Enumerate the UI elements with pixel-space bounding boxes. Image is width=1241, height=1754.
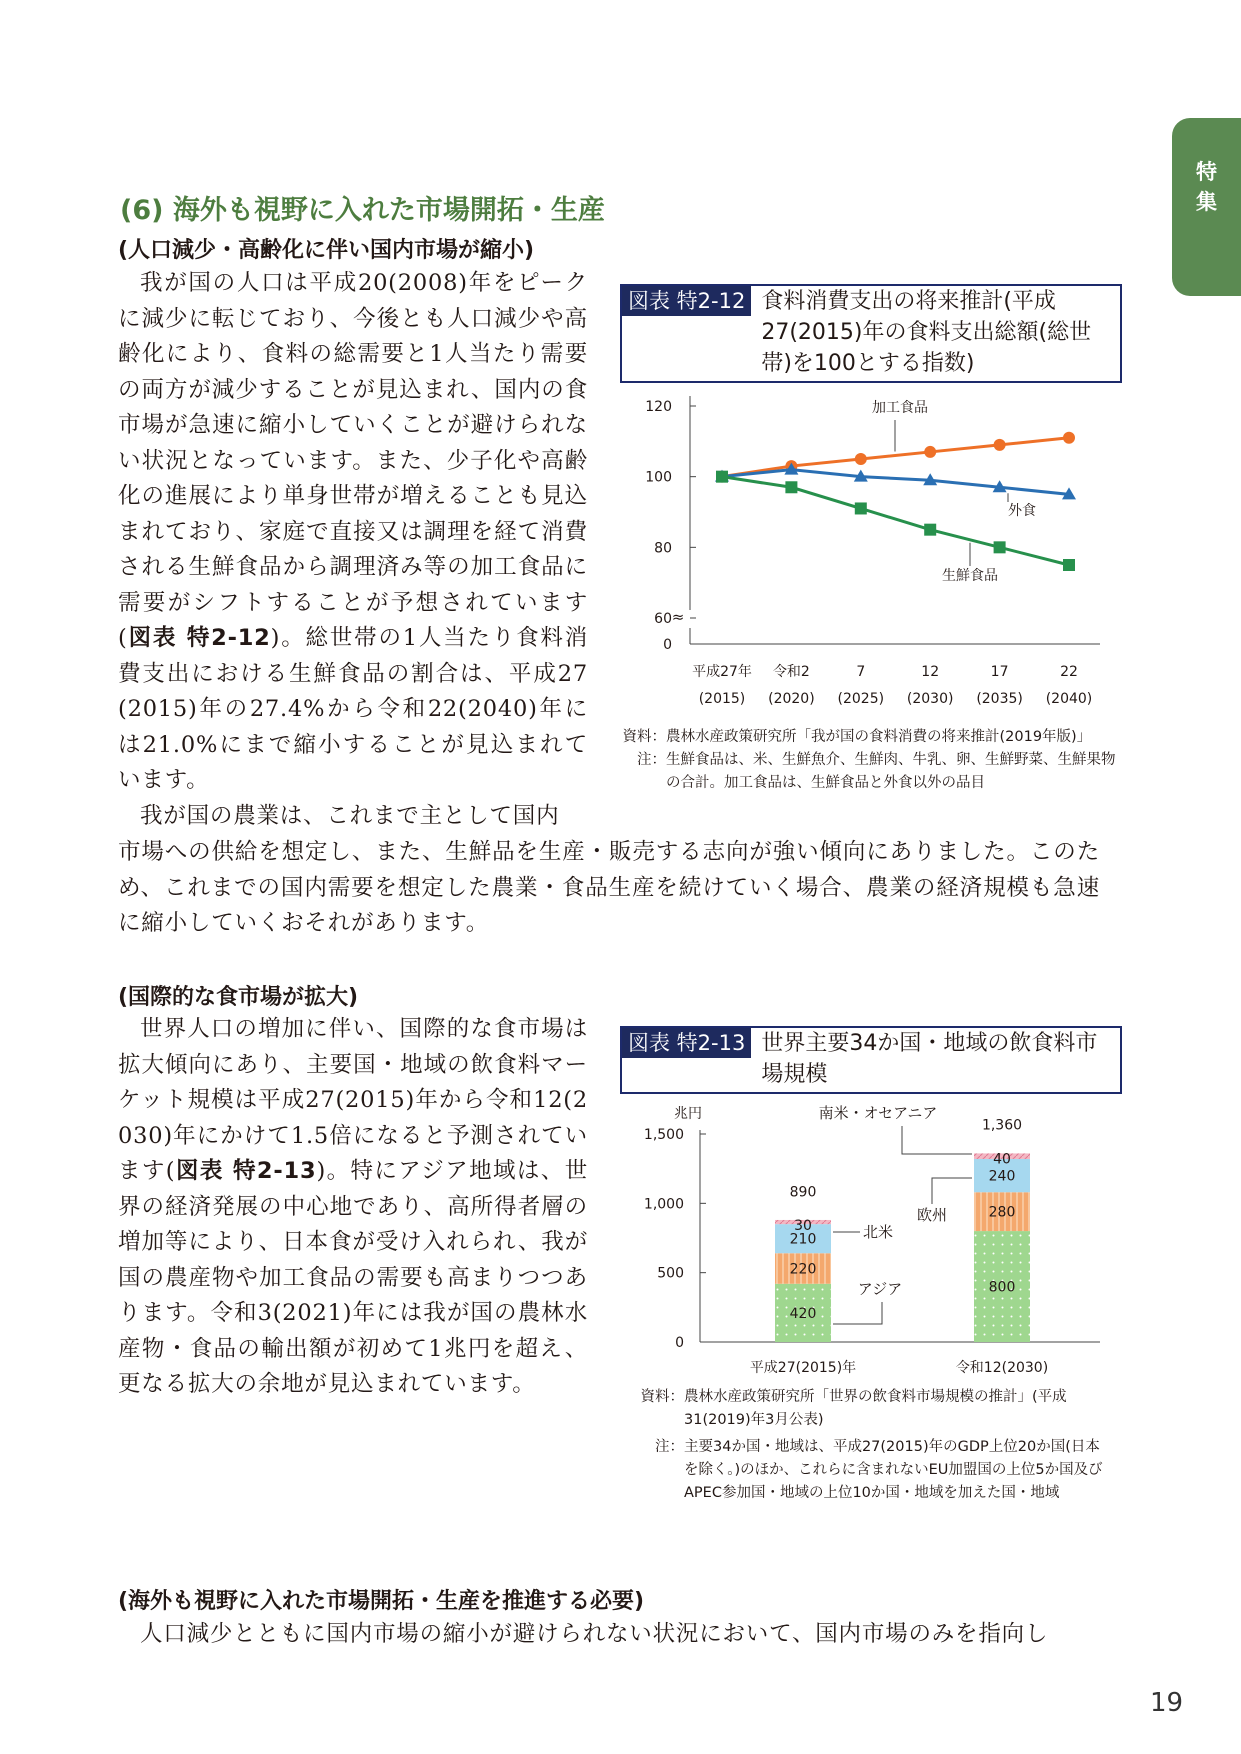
paragraph-domestic-market [118,266,588,799]
data-point [924,446,936,458]
figure-reference[interactable]: 図表 特2-13 [175,1158,317,1184]
series-label: アジア [857,1280,903,1298]
data-point [855,502,867,514]
paragraph-text: )。特にアジア地域は、世界の経済発展の中心地であり、高所得者層の増加等により、日本食が受け入れられ、我が国の農産物や加工食品の需要も高まりつつあります。令和3(2021)年には我が国の農林水産物・食品の輸出額が初めて1兆円を超え、更なる拡大の余地が見込まれています。 [118,1158,589,1397]
data-point [1063,432,1075,444]
figure-reference[interactable]: 図表 特2-12 [127,625,271,651]
series-label: 生鮮食品 [942,568,998,584]
paragraph-text: )。総世帯の1人当たり食料消費支出における生鮮食品の割合は、平成27(2015)年の27.4%から令和22(2040)年には21.0%にまで縮小することが見込まれています。 [118,625,588,793]
axis-break: ≈ [671,608,685,626]
y-tick-label: 0 [663,637,672,653]
data-label: 30 [794,1217,812,1234]
y-tick-label: 1,500 [643,1127,684,1143]
data-point [855,453,867,465]
figure-13-header [620,1026,1122,1094]
subheading-overseas-market: (海外も視野に入れた市場開拓・生産を推進する必要) [118,1589,645,1614]
data-point [716,471,728,483]
paragraph-text: 世界人口の増加に伴い、国際的な食市場は拡大傾向にあり、主要国・地域の飲食料マーケット規模は平成27(2015)年から令和12(2030)年にかけて1.5倍になると予測されています( [118,1016,588,1184]
x-tick-label: (2015) [698,691,746,707]
data-label: 420 [789,1305,817,1322]
x-tick-label: 12 [921,664,940,680]
series-label: 南米・オセアニア [818,1104,938,1122]
series-label: 北米 [862,1223,894,1241]
figure-12-label: 図表 特2-12 [622,286,751,316]
data-label: 210 [789,1231,817,1248]
note-key: 注： [655,1439,684,1455]
y-tick-label: 120 [645,399,672,415]
series-label: 外食 [1008,503,1036,519]
data-label: 800 [988,1279,1016,1296]
data-point [994,439,1006,451]
y-tick-label: 60 [654,611,672,627]
line-chart-labels [872,400,1036,584]
source-key: 資料： [640,1389,684,1405]
paragraph-global-market [118,1012,588,1403]
note-text: 主要34か国・地域は、平成27(2015)年のGDP上位20か国(日本を除く。)のほか、これらに含まれないEU加盟国の上位5か国及びAPEC参加国・地域の上位10か国・地域を加えた国・地域 [684,1439,1103,1501]
paragraph-overseas-market: 人口減少とともに国内市場の縮小が避けられない状況において、国内市場のみを指向し [140,1621,1049,1647]
y-tick-label: 0 [675,1335,684,1351]
y-tick-label: 80 [654,540,672,557]
y-tick-label: 1,000 [643,1196,684,1213]
source-key: 資料： [622,729,666,745]
data-point [785,481,797,493]
y-tick-label: 100 [645,469,672,486]
leader-line [932,1178,972,1204]
source-text: 農林水産政策研究所「我が国の食料消費の将来推計(2019年版)」 [666,729,1092,745]
leader-line [902,1126,972,1154]
x-tick-label: 7 [856,664,866,680]
y-tick-label: 500 [657,1265,684,1282]
x-tick-label: (2020) [768,691,815,707]
note-key: 注： [637,752,666,768]
bar-chart-axes [644,1106,1100,1376]
subheading-global-market: (国際的な食市場が拡大) [118,985,359,1010]
leader-line [833,1302,882,1324]
x-tick-label: 令和2 [772,664,810,680]
figure-13-label: 図表 特2-13 [622,1028,751,1058]
x-tick-label: (2030) [906,691,954,707]
subheading-domestic-market: (人口減少・高齢化に伴い国内市場が縮小) [118,238,535,263]
x-tick-label: (2040) [1045,691,1093,707]
paragraph-agriculture-b: 市場への供給を想定し、また、生鮮品を生産・販売する志向が強い傾向にありました。このため、これまでの国内需要を想定した農業・食品生産を続けていく場合、農業の経済規模も急速に縮小していくおそれがあります。 [118,839,1100,936]
line-chart-series [715,432,1076,571]
figure-12-title: 食料消費支出の将来推計(平成27(2015)年の食料支出総額(総世帯)を100とする指数) [761,289,1092,376]
data-point [994,541,1006,553]
x-tick-label: (2025) [837,691,885,707]
data-label: 40 [993,1151,1011,1168]
x-tick-label: 令和12(2030) [955,1360,1049,1376]
paragraph-agriculture-a: 我が国の農業は、これまで主として国内 [140,803,560,829]
series-line [722,470,1069,495]
x-tick-label: (2035) [976,691,1023,707]
data-label: 220 [789,1261,817,1278]
total-label: 1,360 [981,1117,1023,1134]
source-text: 農林水産政策研究所「世界の飲食料市場規模の推計」(平成31(2019)年3月公表) [684,1389,1067,1428]
section-side-tab[interactable]: 特集 [1172,118,1241,296]
line-chart [620,390,1120,720]
x-tick-label: 平成27(2015)年 [749,1360,857,1376]
y-unit: 兆円 [674,1106,702,1122]
series-label: 加工食品 [872,400,928,416]
series-label: 欧州 [916,1206,948,1224]
figure-13-title: 世界主要34か国・地域の飲食料市場規模 [761,1031,1098,1087]
x-tick-label: 22 [1060,664,1078,680]
figure-12-header [620,284,1122,383]
figure-13-notes [620,1386,1110,1505]
data-point [924,524,936,536]
page-number: 19 [1150,1688,1184,1718]
data-label: 240 [988,1168,1016,1185]
total-label: 890 [789,1184,817,1201]
figure-12-notes [620,726,1120,795]
stacked-bar-chart [620,1096,1120,1386]
section-title: (6) 海外も視野に入れた市場開拓・生産 [120,195,605,226]
data-point [1063,559,1075,571]
note-text: 生鮮食品は、米、生鮮魚介、生鮮肉、牛乳、卵、生鮮野菜、生鮮果物の合計。加工食品は、生鮮食品と外食以外の品目 [666,752,1116,791]
x-tick-label: 17 [990,664,1009,680]
paragraph-text: 我が国の人口は平成20(2008)年をピークに減少に転じており、今後とも人口減少や高齢化により、食料の総需要と1人当たり需要の両方が減少することが見込まれ、国内の食市場が急速に縮小していくことが避けられない状況となっています。また、少子化や高齢化の進展により単身世帯が増えることも見込まれており、家庭で直接又は調理を経て消費される生鮮食品から調理済み等の加工食品に需要がシフトすることが予想されています( [118,270,588,651]
x-tick-label: 平成27年 [692,664,752,680]
data-label: 280 [988,1204,1016,1221]
